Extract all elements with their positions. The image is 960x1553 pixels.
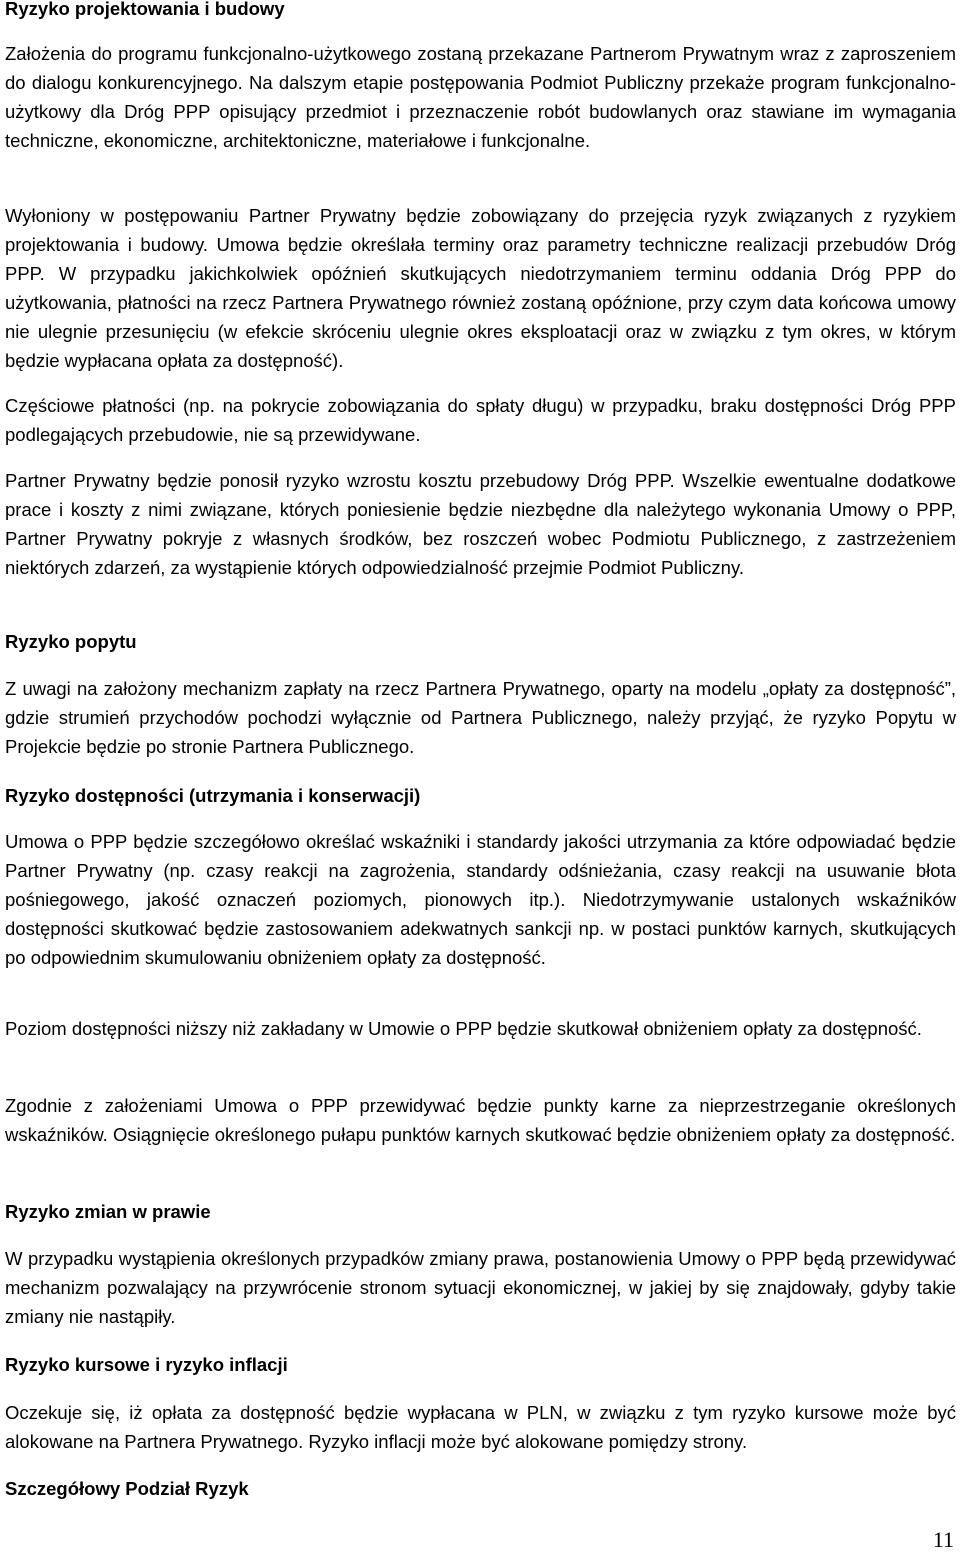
paragraph-availability-risk-1: Umowa o PPP będzie szczegółowo określać wskaźniki i standardy jakości utrzymania za które odpowiadać będzie Partner Prywatny (np. czasy reakcji na zagrożenia, standardy odśnieżania, czasy reakcji na usuwanie błota pośniegowego, jakość oznaczeń poziomych, pionowych itp.). Niedotrzymywanie ustalonych wskaźników dostępności skutkować będzie zastosowaniem adekwatnych sankcji np. w postaci punktów karnych, skutkujących po odpowiednim skumulowaniu obniżeniem opłaty za dostępność. (5, 831, 956, 968)
paragraph-law-change-risk-1: W przypadku wystąpienia określonych przypadków zmiany prawa, postanowienia Umowy o PPP będą przewidywać mechanizm pozwalający na przywrócenie stronom sytuacji ekonomicznej, w jakiej by się znajdowały, gdyby takie zmiany nie nastąpiły. (5, 1248, 956, 1327)
paragraph-demand-risk-1: Z uwagi na założony mechanizm zapłaty na rzecz Partnera Prywatnego, oparty na modelu „opłaty za dostępność”, gdzie strumień przychodów pochodzi wyłącznie od Partnera Publicznego, należy przyjąć, że ryzyko Popytu w Projekcie będzie po stronie Partnera Publicznego. (5, 678, 956, 757)
paragraph-availability-risk-2: Poziom dostępności niższy niż zakładany w Umowie o PPP będzie skutkował obniżeniem opłaty za dostępność. (5, 1018, 922, 1039)
paragraph-design-risk-3: Częściowe płatności (np. na pokrycie zobowiązania do spłaty długu) w przypadku, braku dostępności Dróg PPP podlegających przebudowie, nie są przewidywane. (5, 395, 956, 445)
section-heading-availability-risk: Ryzyko dostępności (utrzymania i konserwacji) (5, 785, 421, 806)
section-heading-demand-risk: Ryzyko popytu (5, 631, 137, 652)
section-heading-detailed-risk-allocation: Szczegółowy Podział Ryzyk (5, 1478, 249, 1499)
page-number: 11 (932, 1527, 954, 1552)
section-heading-design-construction-risk: Ryzyko projektowania i budowy (5, 0, 285, 19)
paragraph-design-risk-1: Założenia do programu funkcjonalno-użytkowego zostaną przekazane Partnerom Prywatnym wraz z zaproszeniem do dialogu konkurencyjnego. Na dalszym etapie postępowania Podmiot Publiczny przekaże program funkcjonalno-użytkowy dla Dróg PPP opisujący przedmiot i przeznaczenie robót budowlanych oraz stawiane im wymagania techniczne, ekonomiczne, architektoniczne, materiałowe i funkcjonalne. (5, 43, 956, 151)
paragraph-design-risk-2: Wyłoniony w postępowaniu Partner Prywatny będzie zobowiązany do przejęcia ryzyk związanych z ryzykiem projektowania i budowy. Umowa będzie określała terminy oraz parametry techniczne realizacji przebudów Dróg PPP. W przypadku jakichkolwiek opóźnień skutkujących niedotrzymaniem terminu oddania Dróg PPP do użytkowania, płatności na rzecz Partnera Prywatnego również zostaną opóźnione, przy czym data końcowa umowy nie ulegnie przesunięciu (w efekcie skróceniu ulegnie okres eksploatacji oraz w związku z tym okres, w którym będzie wypłacana opłata za dostępność). (5, 205, 956, 371)
section-heading-currency-inflation-risk: Ryzyko kursowe i ryzyko inflacji (5, 1354, 288, 1375)
section-heading-law-change-risk: Ryzyko zmian w prawie (5, 1201, 211, 1222)
paragraph-currency-inflation-risk-1: Oczekuje się, iż opłata za dostępność będzie wypłacana w PLN, w związku z tym ryzyko kursowe może być alokowane na Partnera Prywatnego. Ryzyko inflacji może być alokowane pomiędzy strony. (5, 1402, 956, 1452)
paragraph-availability-risk-3: Zgodnie z założeniami Umowa o PPP przewidywać będzie punkty karne za nieprzestrzeganie określonych wskaźników. Osiągnięcie określonego pułapu punktów karnych skutkować będzie obniżeniem opłaty za dostępność. (5, 1095, 956, 1145)
paragraph-design-risk-4: Partner Prywatny będzie ponosił ryzyko wzrostu kosztu przebudowy Dróg PPP. Wszelkie ewentualne dodatkowe prace i koszty z nimi związane, których poniesienie będzie niezbędne dla należytego wykonania Umowy o PPP, Partner Prywatny pokryje z własnych środków, bez roszczeń wobec Podmiotu Publicznego, z zastrzeżeniem niektórych zdarzeń, za wystąpienie których odpowiedzialność przejmie Podmiot Publiczny. (5, 470, 956, 578)
